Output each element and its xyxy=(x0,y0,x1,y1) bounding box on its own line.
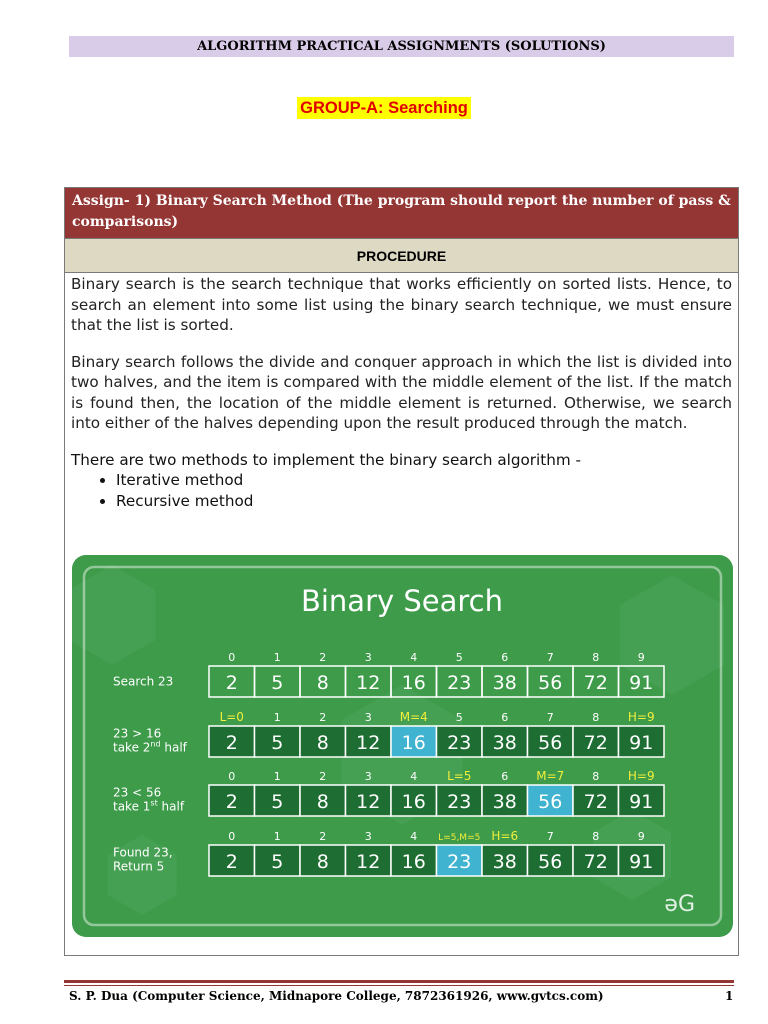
index-label: L=0 xyxy=(219,710,244,724)
methods-list xyxy=(71,470,732,511)
index-label: 9 xyxy=(637,830,645,843)
cell-value: 91 xyxy=(629,672,654,694)
group-title-text: GROUP-A: Searching xyxy=(297,97,471,119)
row-label: take 1st half xyxy=(113,798,185,814)
cell-value: 72 xyxy=(583,851,608,873)
cell-value: 56 xyxy=(538,672,563,694)
page-number: 1 xyxy=(725,989,734,1003)
list-item: • Iterative method xyxy=(116,470,732,491)
index-label: 0 xyxy=(228,830,236,843)
index-label: 8 xyxy=(592,711,600,724)
index-label: 8 xyxy=(592,651,600,664)
cell-value: 2 xyxy=(225,851,238,873)
index-label: 3 xyxy=(364,651,372,664)
cell-value: 16 xyxy=(401,791,426,813)
index-label: 8 xyxy=(592,770,600,783)
cell-value: 2 xyxy=(225,791,238,813)
binary-search-figure xyxy=(72,555,733,937)
index-label: 0 xyxy=(228,651,236,664)
index-label: L=5 xyxy=(447,769,472,783)
cell-value: 72 xyxy=(583,732,608,754)
index-label: 9 xyxy=(637,651,645,664)
cell-value: 5 xyxy=(271,672,284,694)
row-label: take 2nd half xyxy=(113,739,187,755)
cell-value: 5 xyxy=(271,851,284,873)
index-label: M=7 xyxy=(536,769,565,783)
assignment-heading: Assign- 1) Binary Search Method (The program should report the number of pass & comparisons) xyxy=(65,188,738,238)
cell-value: 56 xyxy=(538,791,563,813)
cell-value: 72 xyxy=(583,791,608,813)
procedure-content xyxy=(71,274,732,511)
cell-value: 8 xyxy=(316,851,329,873)
cell-value: 23 xyxy=(447,672,472,694)
cell-value: 91 xyxy=(629,791,654,813)
cell-value: 8 xyxy=(316,791,329,813)
cell-value: 2 xyxy=(225,672,238,694)
paragraph-1: Binary search is the search technique that works efficiently on sorted lists. Hence, to search an element into some list using the binary search technique, we must ensure that the list is sorted. xyxy=(71,275,732,334)
assignment-box xyxy=(64,187,739,956)
index-label: 5 xyxy=(455,651,463,664)
procedure-label: PROCEDURE xyxy=(356,247,447,264)
index-label: 2 xyxy=(319,711,327,724)
cell-value: 38 xyxy=(492,791,517,813)
gfg-logo-icon: əG xyxy=(664,892,695,917)
figure-title: Binary Search xyxy=(300,584,504,618)
cell-value: 72 xyxy=(583,672,608,694)
methods-intro: There are two methods to implement the binary search algorithm - xyxy=(71,450,581,469)
list-item: • Recursive method xyxy=(116,491,732,512)
cell-value: 56 xyxy=(538,851,563,873)
group-title xyxy=(0,98,768,118)
row-label: Search 23 xyxy=(113,674,174,689)
index-label: 2 xyxy=(319,830,327,843)
paragraph-2: Binary search follows the divide and conquer approach in which the list is divided into two halves, and the item is compared with the middle element of the list. If the match is found then, the location of the middle element is returned. Otherwise, we search into either of the halves depending upon the result produced through the match. xyxy=(71,352,732,432)
row-label: Found 23, xyxy=(113,845,173,860)
cell-value: 23 xyxy=(447,791,472,813)
index-label: H=9 xyxy=(627,710,655,724)
index-label: 4 xyxy=(410,770,418,783)
index-label: 6 xyxy=(501,770,509,783)
row-label: 23 > 16 xyxy=(113,726,162,741)
cell-value: 38 xyxy=(492,732,517,754)
index-label: 6 xyxy=(501,651,509,664)
row-label: Return 5 xyxy=(113,859,165,874)
index-label: 5 xyxy=(455,711,463,724)
cell-value: 16 xyxy=(401,672,426,694)
cell-value: 2 xyxy=(225,732,238,754)
cell-value: 56 xyxy=(538,732,563,754)
index-label: 2 xyxy=(319,651,327,664)
cell-value: 8 xyxy=(316,732,329,754)
index-label: 1 xyxy=(273,651,281,664)
index-label: 4 xyxy=(410,651,418,664)
index-label: 1 xyxy=(273,711,281,724)
cell-value: 23 xyxy=(447,732,472,754)
document-header xyxy=(69,36,734,57)
header-title: ALGORITHM PRACTICAL ASSIGNMENTS (SOLUTIONS) xyxy=(197,39,606,54)
footer-rule-thin xyxy=(64,985,734,986)
index-label: 7 xyxy=(546,651,554,664)
binary-search-illustration xyxy=(72,555,733,937)
index-label: 1 xyxy=(273,830,281,843)
index-label: 8 xyxy=(592,830,600,843)
index-label: H=9 xyxy=(627,769,655,783)
index-label: 0 xyxy=(228,770,236,783)
footer-text: S. P. Dua (Computer Science, Midnapore College, 7872361926, www.gvtcs.com) xyxy=(69,989,604,1003)
cell-value: 16 xyxy=(401,851,426,873)
index-label: 3 xyxy=(364,830,372,843)
index-label: 7 xyxy=(546,711,554,724)
index-label: 7 xyxy=(546,830,554,843)
cell-value: 38 xyxy=(492,851,517,873)
index-label: M=4 xyxy=(399,710,428,724)
row-label: 23 < 56 xyxy=(113,785,162,800)
footer-rule xyxy=(64,980,734,983)
cell-value: 91 xyxy=(629,732,654,754)
cell-value: 12 xyxy=(356,791,381,813)
index-label: 4 xyxy=(410,830,418,843)
cell-value: 12 xyxy=(356,732,381,754)
index-label: 6 xyxy=(501,711,509,724)
cell-value: 12 xyxy=(356,672,381,694)
cell-value: 16 xyxy=(401,732,426,754)
index-label: 3 xyxy=(364,770,372,783)
index-label: 1 xyxy=(273,770,281,783)
cell-value: 38 xyxy=(492,672,517,694)
index-label: H=6 xyxy=(491,829,519,843)
cell-value: 91 xyxy=(629,851,654,873)
cell-value: 8 xyxy=(316,672,329,694)
index-label: L=5,M=5 xyxy=(438,833,481,843)
cell-value: 12 xyxy=(356,851,381,873)
cell-value: 5 xyxy=(271,732,284,754)
index-label: 2 xyxy=(319,770,327,783)
procedure-heading xyxy=(65,238,738,273)
cell-value: 5 xyxy=(271,791,284,813)
index-label: 3 xyxy=(364,711,372,724)
cell-value: 23 xyxy=(447,851,472,873)
